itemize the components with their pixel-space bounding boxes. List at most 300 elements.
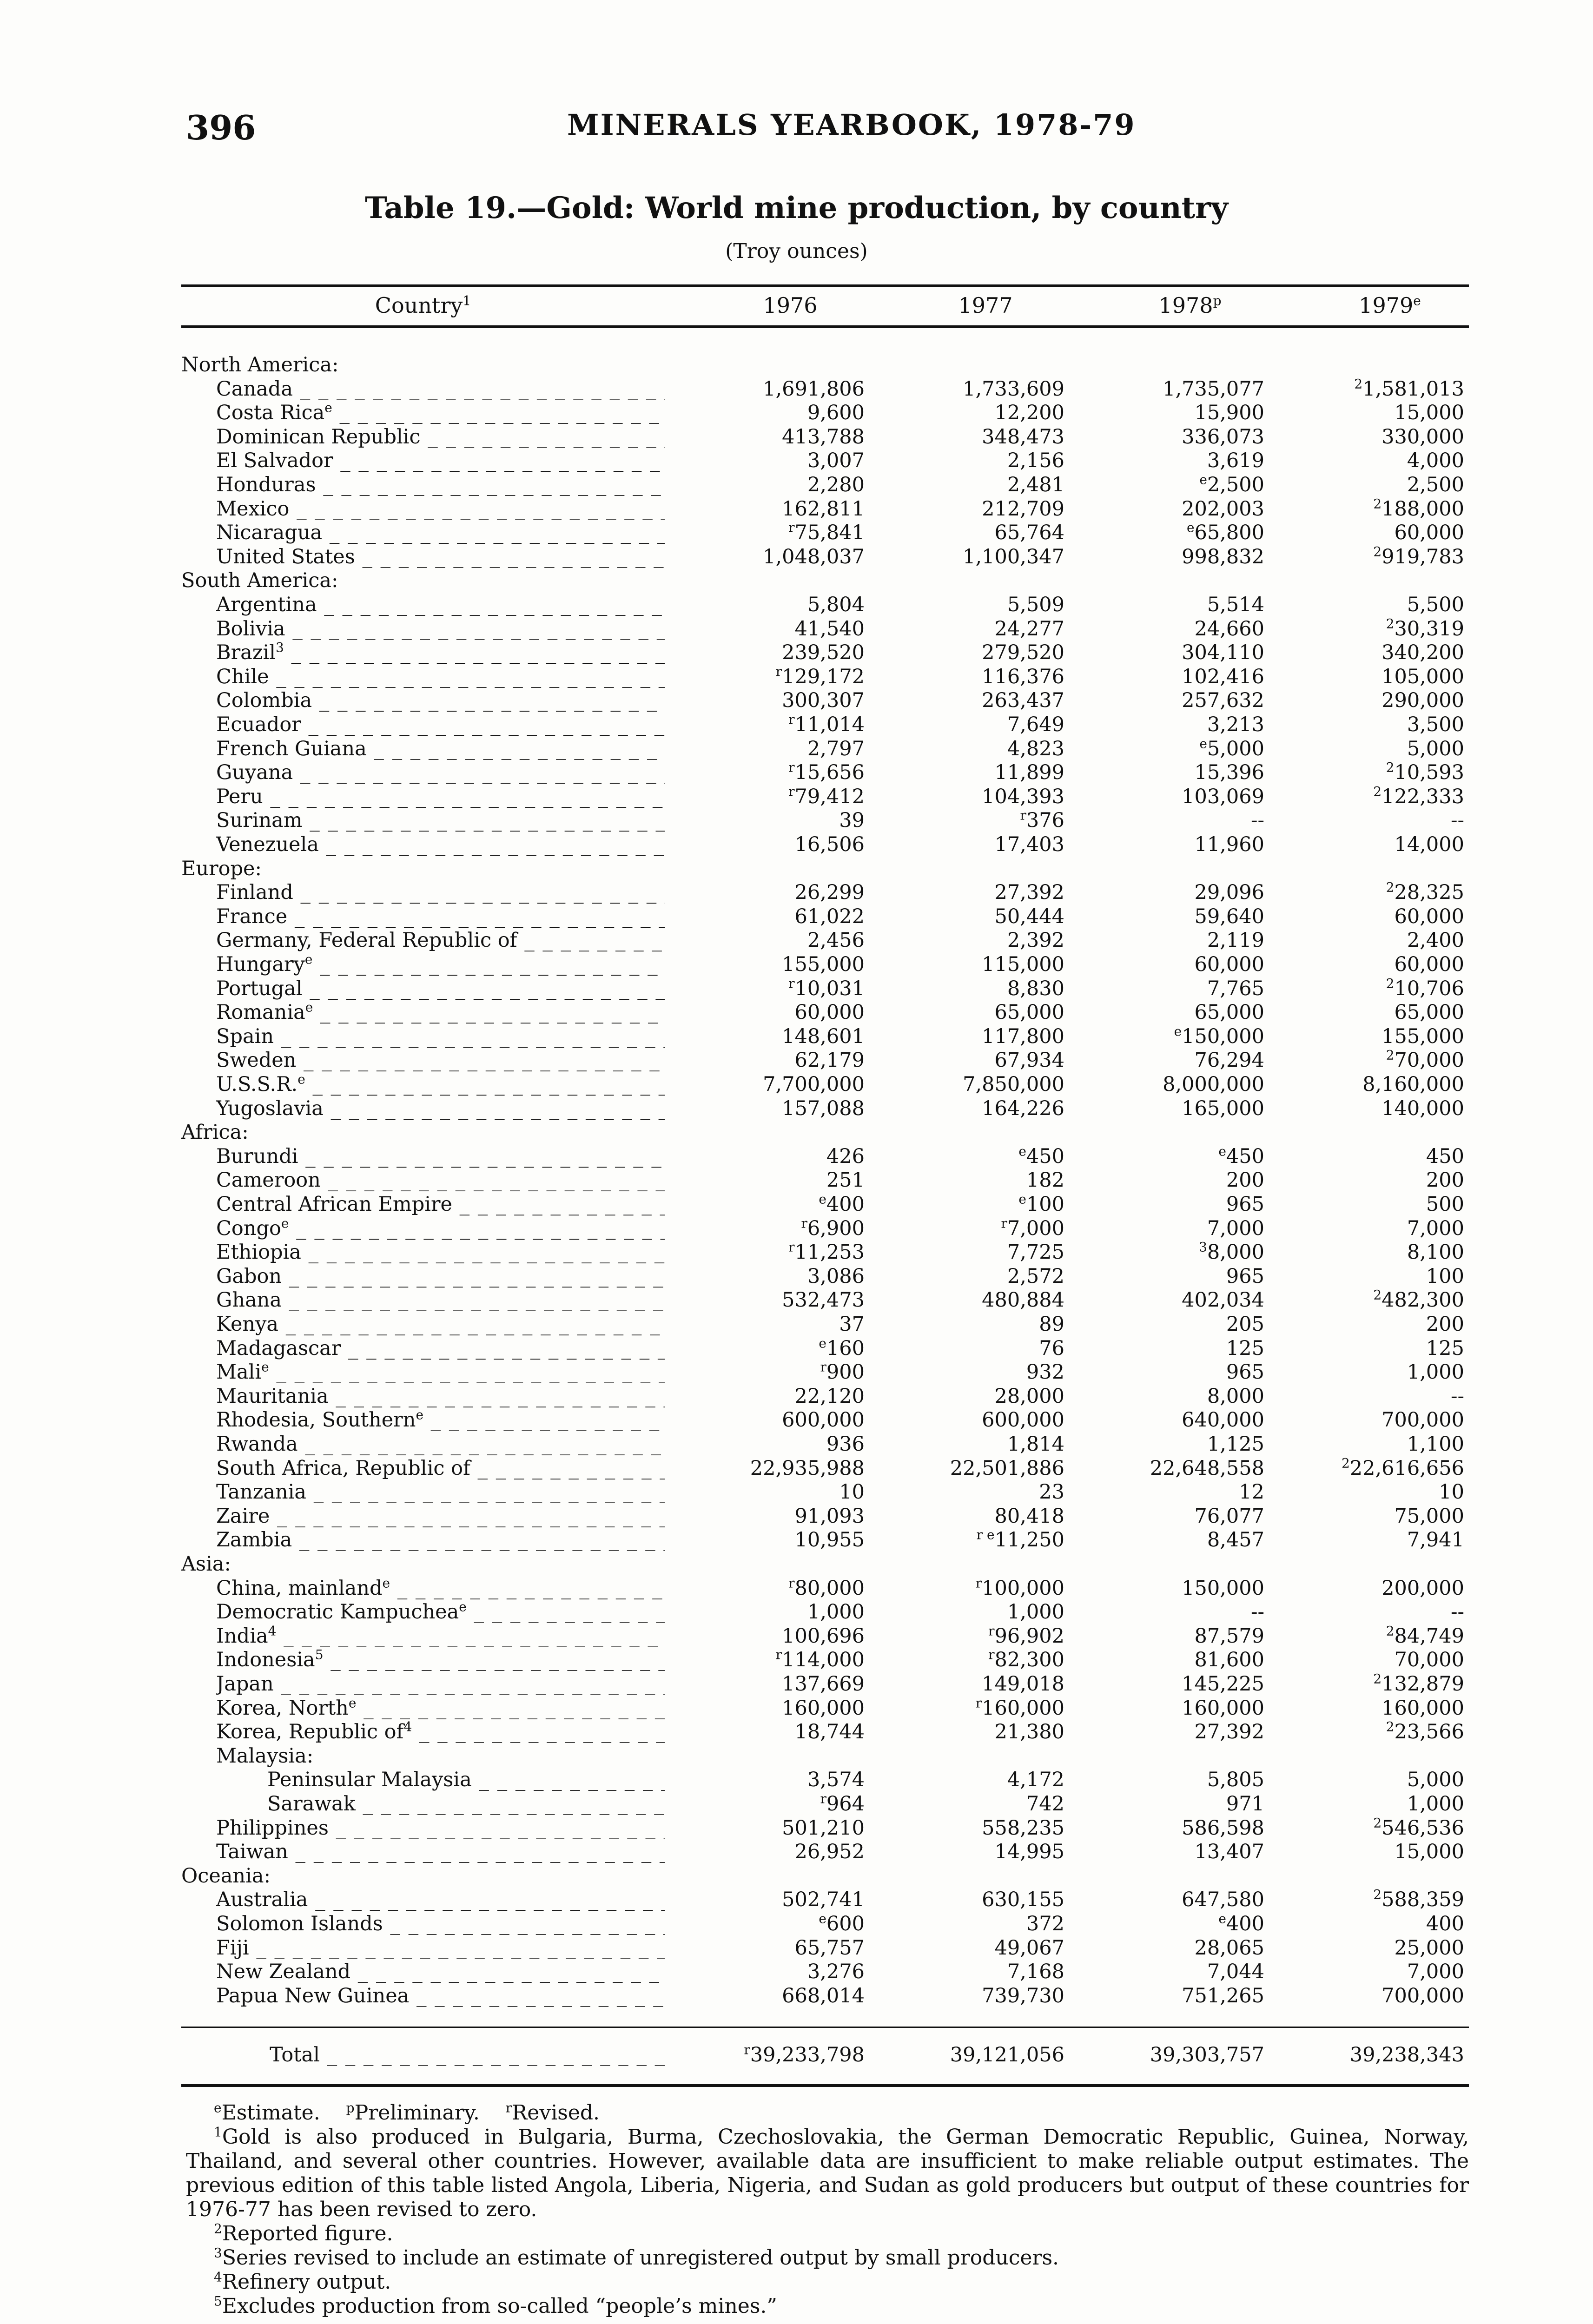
value-cell [1088, 1528, 1264, 1552]
country-label [216, 1288, 665, 1312]
value-cell [688, 1768, 865, 1791]
value-footnote-mark: r [788, 712, 795, 727]
value-footnote-mark: r [975, 1575, 982, 1591]
value-cell [688, 713, 865, 736]
value-cell [688, 977, 865, 1000]
value-cell [688, 1984, 865, 2007]
country-label [216, 1936, 665, 1960]
value-text: 67,934 [994, 1049, 1064, 1072]
value-text: 91,093 [794, 1505, 865, 1528]
value-cell [1088, 377, 1264, 401]
value-text: 400 [1426, 1912, 1464, 1935]
value-cell [688, 689, 865, 712]
value-text: 426 [826, 1145, 865, 1168]
value-text: 400 [1226, 1912, 1264, 1935]
value-cell [1088, 1888, 1264, 1911]
label-text: Ecuador [216, 713, 301, 736]
value-cell [1288, 1001, 1464, 1024]
value-cell [1088, 1672, 1264, 1696]
value-cell [688, 737, 865, 760]
value-text: 84,749 [1394, 1624, 1464, 1648]
value-text: 60,000 [1394, 905, 1464, 928]
label-text: Yugoslavia [216, 1097, 324, 1120]
value-text: 14,995 [994, 1840, 1064, 1863]
value-text: 100,696 [782, 1624, 865, 1648]
country-label [216, 425, 665, 449]
value-cell [688, 1145, 865, 1168]
country-label [216, 1385, 665, 1408]
value-text: 964 [826, 1792, 865, 1816]
value-cell [1288, 665, 1464, 688]
value-text: 5,805 [1207, 1768, 1264, 1791]
value-text: 15,656 [794, 761, 865, 784]
value-cell [888, 1840, 1064, 1863]
value-text: 3,500 [1407, 713, 1464, 736]
label-text: Kenya [216, 1313, 279, 1336]
label-text: Hungary [216, 953, 305, 976]
value-cell [888, 1672, 1064, 1696]
value-cell [688, 1816, 865, 1840]
value-text: 61,022 [794, 905, 865, 928]
country-label [216, 1624, 665, 1648]
value-footnote-mark: r [988, 1647, 995, 1663]
value-cell [688, 1265, 865, 1288]
value-text: 49,067 [994, 1936, 1064, 1960]
value-text: 65,800 [1194, 521, 1264, 544]
value-cell [1088, 1265, 1264, 1288]
value-cell [688, 521, 865, 544]
value-cell [1288, 1360, 1464, 1384]
value-text: 22,616,656 [1349, 1457, 1464, 1480]
value-text: 2,572 [1007, 1265, 1064, 1288]
value-cell [888, 1265, 1064, 1288]
value-footnote-mark: r [788, 1239, 795, 1255]
value-text: 279,520 [982, 641, 1064, 664]
value-cell [1088, 1577, 1264, 1600]
value-cell [888, 1936, 1064, 1960]
country-label [216, 1600, 665, 1624]
value-text: 2,797 [807, 737, 865, 760]
value-text: 4,172 [1007, 1768, 1064, 1791]
value-text: 28,065 [1194, 1936, 1264, 1960]
page-number: 396 [186, 108, 256, 147]
label-footnote-mark: e [304, 953, 313, 967]
country-label [216, 881, 665, 904]
value-text: 65,000 [994, 1001, 1064, 1024]
value-cell [888, 593, 1064, 616]
value-text: 8,100 [1407, 1241, 1464, 1264]
value-text: 304,110 [1182, 641, 1264, 664]
value-text: 7,941 [1407, 1528, 1464, 1552]
value-text: 75,841 [794, 521, 865, 544]
value-cell [1288, 1025, 1464, 1048]
country-label [216, 1888, 665, 1911]
country-label [216, 1360, 665, 1384]
value-text: 137,669 [782, 1672, 865, 1696]
value-text: 164,226 [982, 1097, 1064, 1120]
value-cell [1288, 1480, 1464, 1504]
value-cell [1088, 833, 1264, 856]
value-text: 2,481 [1007, 473, 1064, 496]
value-text: 60,000 [1394, 953, 1464, 976]
value-cell [1288, 1720, 1464, 1743]
value-text: 501,210 [782, 1816, 865, 1840]
label-text: Peninsular Malaysia [267, 1768, 472, 1791]
value-cell [1288, 1960, 1464, 1983]
value-footnote-mark: r [1020, 807, 1026, 823]
value-text: 87,579 [1194, 1624, 1264, 1648]
label-text: Democratic Kampuchea [216, 1600, 459, 1624]
value-cell [1088, 1313, 1264, 1336]
value-cell [1088, 1025, 1264, 1048]
label-text: Guyana [216, 761, 293, 784]
country-label [216, 1960, 665, 1983]
total-value-cell [888, 2043, 1064, 2067]
value-cell [688, 785, 865, 808]
label-text: United States [216, 545, 355, 568]
value-text: 742 [1026, 1792, 1064, 1816]
value-cell [1288, 1408, 1464, 1432]
value-text: 11,253 [794, 1241, 865, 1264]
value-text: 1,733,609 [963, 377, 1064, 401]
label-text: Mauritania [216, 1385, 329, 1408]
value-text: 205 [1226, 1313, 1264, 1336]
value-cell [888, 1720, 1064, 1743]
value-text: 8,457 [1207, 1528, 1264, 1552]
value-text: 586,598 [1182, 1816, 1264, 1840]
value-footnote-mark: r [788, 784, 795, 799]
value-text: 7,649 [1007, 713, 1064, 736]
value-text: -- [1450, 1600, 1464, 1624]
value-cell [1288, 473, 1464, 496]
value-text: 26,299 [794, 881, 865, 904]
value-cell [1088, 1792, 1264, 1816]
value-cell [1288, 1912, 1464, 1935]
value-text: 2,500 [1407, 473, 1464, 496]
country-label [216, 1577, 665, 1600]
country-label [216, 737, 665, 760]
value-text: 27,392 [994, 881, 1064, 904]
label-text: Honduras [216, 473, 316, 496]
value-cell [688, 1433, 865, 1456]
label-footnote-mark: e [459, 1600, 467, 1615]
country-label [216, 809, 665, 832]
country-label [216, 449, 665, 472]
value-cell [888, 377, 1064, 401]
value-cell [888, 1792, 1064, 1816]
country-label [216, 665, 665, 688]
value-text: 39 [839, 809, 865, 832]
value-cell [688, 1217, 865, 1240]
value-cell [1288, 1193, 1464, 1216]
value-text: 100,000 [982, 1577, 1064, 1600]
value-cell [888, 1049, 1064, 1072]
value-text: 971 [1226, 1792, 1264, 1816]
value-cell [1288, 1840, 1464, 1863]
label-footnote-mark: 4 [403, 1720, 412, 1735]
value-text: 12,200 [994, 401, 1064, 424]
value-text: 70,000 [1394, 1648, 1464, 1671]
value-text: 300,307 [782, 689, 865, 712]
value-footnote-mark: e [819, 1335, 826, 1351]
value-cell [1288, 1577, 1464, 1600]
country-label [216, 953, 665, 976]
value-cell [888, 761, 1064, 784]
value-text: 700,000 [1381, 1408, 1464, 1432]
value-text: 8,830 [1007, 977, 1064, 1000]
value-text: 630,155 [982, 1888, 1064, 1911]
value-cell [1088, 1217, 1264, 1240]
value-cell [1288, 1169, 1464, 1192]
value-cell [1088, 641, 1264, 664]
country-label [216, 1984, 665, 2007]
value-cell [888, 1505, 1064, 1528]
value-cell [688, 953, 865, 976]
value-cell [1088, 1169, 1264, 1192]
label-text: Argentina [216, 593, 317, 616]
value-text: 588,359 [1381, 1888, 1464, 1911]
value-text: 9,600 [807, 401, 865, 424]
value-text: 22,648,558 [1150, 1457, 1264, 1480]
footnote-legend: $^e$Estimate. $^p$Preliminary. $^r$Revised. [214, 2100, 600, 2125]
value-cell [1288, 977, 1464, 1000]
value-text: 5,000 [1407, 1768, 1464, 1791]
value-text: 10,706 [1394, 977, 1464, 1000]
label-text: Venezuela [216, 833, 319, 856]
value-footnote-mark: r [775, 664, 782, 680]
value-text: 18,744 [794, 1720, 865, 1743]
value-text: 251 [826, 1169, 865, 1192]
value-text: 4,000 [1407, 449, 1464, 472]
value-footnote-mark: r [788, 1575, 795, 1591]
value-text: 5,804 [807, 593, 865, 616]
value-text: -- [1450, 1385, 1464, 1408]
value-text: 1,100,347 [963, 545, 1064, 568]
value-cell [888, 1145, 1064, 1168]
value-text: 739,730 [982, 1984, 1064, 2007]
value-text: 103,069 [1182, 785, 1264, 808]
value-cell [1288, 497, 1464, 521]
value-text: 100 [1426, 1265, 1464, 1288]
value-text: 160,000 [1381, 1697, 1464, 1720]
value-cell [888, 521, 1064, 544]
value-cell [688, 1648, 865, 1671]
value-footnote-mark: r [788, 976, 795, 991]
value-text: 7,000 [1007, 1217, 1064, 1240]
bottom-rule [181, 2084, 1469, 2087]
value-cell [1088, 425, 1264, 449]
value-text: 25,000 [1394, 1936, 1464, 1960]
value-cell [888, 953, 1064, 976]
value-cell [888, 1337, 1064, 1360]
country-label [216, 1912, 665, 1935]
value-text: 2,456 [807, 929, 865, 952]
footnote-5: $^5$Excludes production from so-called “people’s mines.” [214, 2293, 777, 2318]
value-text: 10,593 [1394, 761, 1464, 784]
label-footnote-mark: e [324, 401, 332, 416]
value-cell [1288, 1241, 1464, 1264]
value-cell [888, 1600, 1064, 1624]
value-cell [888, 1624, 1064, 1648]
label-text: Zambia [216, 1528, 292, 1552]
value-cell [888, 497, 1064, 521]
value-cell [688, 641, 865, 664]
value-text: 12 [1239, 1480, 1264, 1504]
value-cell [1088, 1912, 1264, 1935]
value-cell [688, 449, 865, 472]
value-cell [1288, 953, 1464, 976]
value-text: 936 [826, 1433, 865, 1456]
value-cell [888, 977, 1064, 1000]
value-text: 59,640 [1194, 905, 1264, 928]
value-footnote-mark: r [975, 1695, 982, 1711]
value-text: 22,935,988 [750, 1457, 865, 1480]
value-text: 132,879 [1381, 1672, 1464, 1696]
value-text: 116,376 [982, 665, 1064, 688]
region-label [181, 569, 338, 592]
value-cell [1288, 809, 1464, 832]
value-cell [888, 1577, 1064, 1600]
table-unit: (Troy ounces) [725, 239, 868, 263]
value-text: 3,276 [807, 1960, 865, 1983]
value-cell [688, 761, 865, 784]
value-cell [888, 1912, 1064, 1935]
label-footnote-mark: e [348, 1697, 357, 1711]
value-text: 700,000 [1381, 1984, 1464, 2007]
label-footnote-mark: 4 [268, 1624, 277, 1639]
value-cell [1288, 1600, 1464, 1624]
value-text: 15,000 [1394, 1840, 1464, 1863]
value-text: 372 [1026, 1912, 1064, 1935]
value-text: 647,580 [1182, 1888, 1264, 1911]
country-label [216, 377, 665, 401]
value-cell [1288, 1433, 1464, 1456]
value-cell [888, 545, 1064, 568]
value-text: 28,325 [1394, 881, 1464, 904]
value-text: 1,691,806 [763, 377, 865, 401]
value-cell [688, 1720, 865, 1743]
value-text: 150,000 [1182, 1025, 1264, 1048]
label-text: Papua New Guinea [216, 1984, 410, 2007]
value-text: -- [1250, 1600, 1264, 1624]
value-text: 65,000 [1394, 1001, 1464, 1024]
label-text: Korea, Republic of [216, 1720, 404, 1743]
value-cell [1088, 953, 1264, 976]
table-title: Table 19.—Gold: World mine production, by country [364, 191, 1229, 225]
value-text: 60,000 [1194, 953, 1264, 976]
value-text: 1,735,077 [1163, 377, 1264, 401]
value-text: 50,444 [994, 905, 1064, 928]
region-label [181, 1121, 249, 1144]
value-cell [1088, 737, 1264, 760]
value-text: 160 [826, 1337, 865, 1360]
value-cell [688, 1025, 865, 1048]
label-text: Bolivia [216, 617, 285, 640]
value-text: 500 [1426, 1193, 1464, 1216]
label-text: North America: [181, 353, 339, 376]
value-footnote-mark: e [1199, 736, 1207, 752]
value-cell [888, 1073, 1064, 1096]
value-text: 7,000 [1407, 1960, 1464, 1983]
label-text: Chile [216, 665, 269, 688]
value-cell [1088, 1936, 1264, 1960]
value-text: 3,007 [807, 449, 865, 472]
value-cell [1088, 473, 1264, 496]
value-cell [888, 809, 1064, 832]
value-text: 600,000 [982, 1408, 1064, 1432]
value-text: 11,960 [1194, 833, 1264, 856]
value-cell [1088, 1600, 1264, 1624]
value-text: 14,000 [1394, 833, 1464, 856]
value-cell [1288, 1049, 1464, 1072]
value-cell [888, 713, 1064, 736]
value-cell [688, 1097, 865, 1120]
value-text: 149,018 [982, 1672, 1064, 1696]
value-cell [688, 1936, 865, 1960]
value-text: 8,000 [1207, 1241, 1264, 1264]
value-cell [1288, 1288, 1464, 1312]
value-cell [688, 1912, 865, 1935]
value-footnote-mark: 2 [1341, 1455, 1350, 1471]
country-label [216, 1193, 665, 1216]
value-text: 70,000 [1394, 1049, 1464, 1072]
value-text: 290,000 [1381, 689, 1464, 712]
value-text: 558,235 [982, 1816, 1064, 1840]
value-cell [688, 1169, 865, 1192]
value-cell [888, 1408, 1064, 1432]
country-label [216, 401, 665, 424]
value-text: 450 [1426, 1145, 1464, 1168]
value-cell [688, 1241, 865, 1264]
value-cell [888, 689, 1064, 712]
value-cell [1288, 785, 1464, 808]
value-cell [1288, 593, 1464, 616]
value-text: 155,000 [782, 953, 865, 976]
value-cell [888, 737, 1064, 760]
value-text: 29,096 [1194, 881, 1264, 904]
value-text: 668,014 [782, 1984, 865, 2007]
value-text: 376 [1026, 809, 1064, 832]
label-text: Australia [216, 1888, 308, 1911]
value-text: 11,014 [794, 713, 865, 736]
label-text: Europe: [181, 857, 262, 880]
label-text: Spain [216, 1025, 274, 1048]
value-cell [688, 473, 865, 496]
label-text: Germany, Federal Republic of [216, 929, 517, 952]
value-text: 11,250 [994, 1528, 1064, 1552]
country-label [216, 1169, 665, 1192]
value-cell [888, 1457, 1064, 1480]
label-text: Sweden [216, 1049, 297, 1072]
value-text: 7,000 [1407, 1217, 1464, 1240]
value-cell [1288, 617, 1464, 640]
country-label [216, 1528, 665, 1552]
label-text: Taiwan [216, 1840, 288, 1863]
value-cell [1288, 1457, 1464, 1480]
value-text: 4,823 [1007, 737, 1064, 760]
value-text: 160,000 [982, 1697, 1064, 1720]
value-footnote-mark: 2 [1386, 759, 1395, 775]
value-cell [1288, 1816, 1464, 1840]
value-cell [1288, 377, 1464, 401]
label-text: South America: [181, 569, 338, 592]
value-cell [888, 1217, 1064, 1240]
value-text: 239,520 [782, 641, 865, 664]
header-1977: 1977 [958, 293, 1013, 318]
value-cell [688, 809, 865, 832]
value-footnote-mark: r [820, 1791, 826, 1807]
country-label [216, 1073, 665, 1096]
